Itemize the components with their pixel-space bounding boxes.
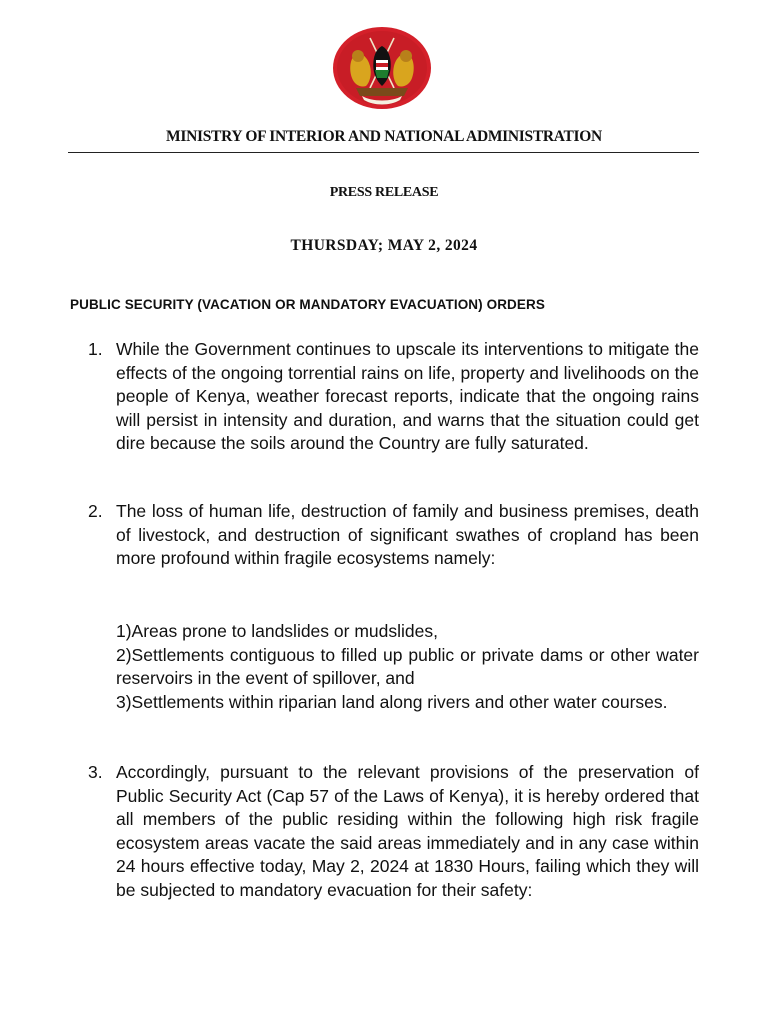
paragraph-number: 2. (88, 501, 103, 521)
paragraph-number: 1. (88, 339, 103, 359)
kenya-coat-of-arms-emblem (332, 26, 432, 110)
fragile-ecosystems-list (116, 620, 699, 714)
document-type: PRESS RELEASE (329, 185, 439, 200)
release-subject: PUBLIC SECURITY (VACATION OR MANDATORY EVACUATION) ORDERS (70, 297, 545, 312)
header-divider (68, 152, 699, 153)
paragraph-1 (88, 338, 699, 456)
paragraph-2 (88, 500, 699, 571)
paragraph-text: The loss of human life, destruction of family and business premises, death of livestock, and destruction of significant swathes of cropland has been more profound within fragile ecosystems namely: (116, 501, 699, 569)
paragraph-3 (88, 761, 699, 903)
list-item: 2)Settlements contiguous to filled up public or private dams or other water reservoirs in the event of spillover, and (116, 644, 699, 689)
paragraph-text: Accordingly, pursuant to the relevant provisions of the preservation of Public Security Act (Cap 57 of the Laws of Kenya), it is hereby ordered that all members of the public residing within the following high risk fragile ecosystem areas vacate the said areas immediately and in any case within 24 hours effective today, May 2, 2024 at 1830 Hours, failing which they will be subjected to mandatory evacuation for their safety: (116, 762, 699, 900)
release-date: THURSDAY; MAY 2, 2024 (290, 237, 478, 254)
paragraph-text: While the Government continues to upscale its interventions to mitigate the effects of the ongoing torrential rains on life, property and livelihoods on the people of Kenya, weather forecast reports, indicate that the ongoing rains will persist in intensity and duration, and warns that the situation could get dire because the soils around the Country are fully saturated. (116, 339, 699, 454)
list-item: 1)Areas prone to landslides or mudslides, (116, 621, 438, 641)
list-item: 3)Settlements within riparian land along rivers and other water courses. (116, 691, 668, 712)
paragraph-number: 3. (88, 762, 103, 782)
ministry-heading: MINISTRY OF INTERIOR AND NATIONAL ADMINISTRATION (166, 128, 602, 145)
